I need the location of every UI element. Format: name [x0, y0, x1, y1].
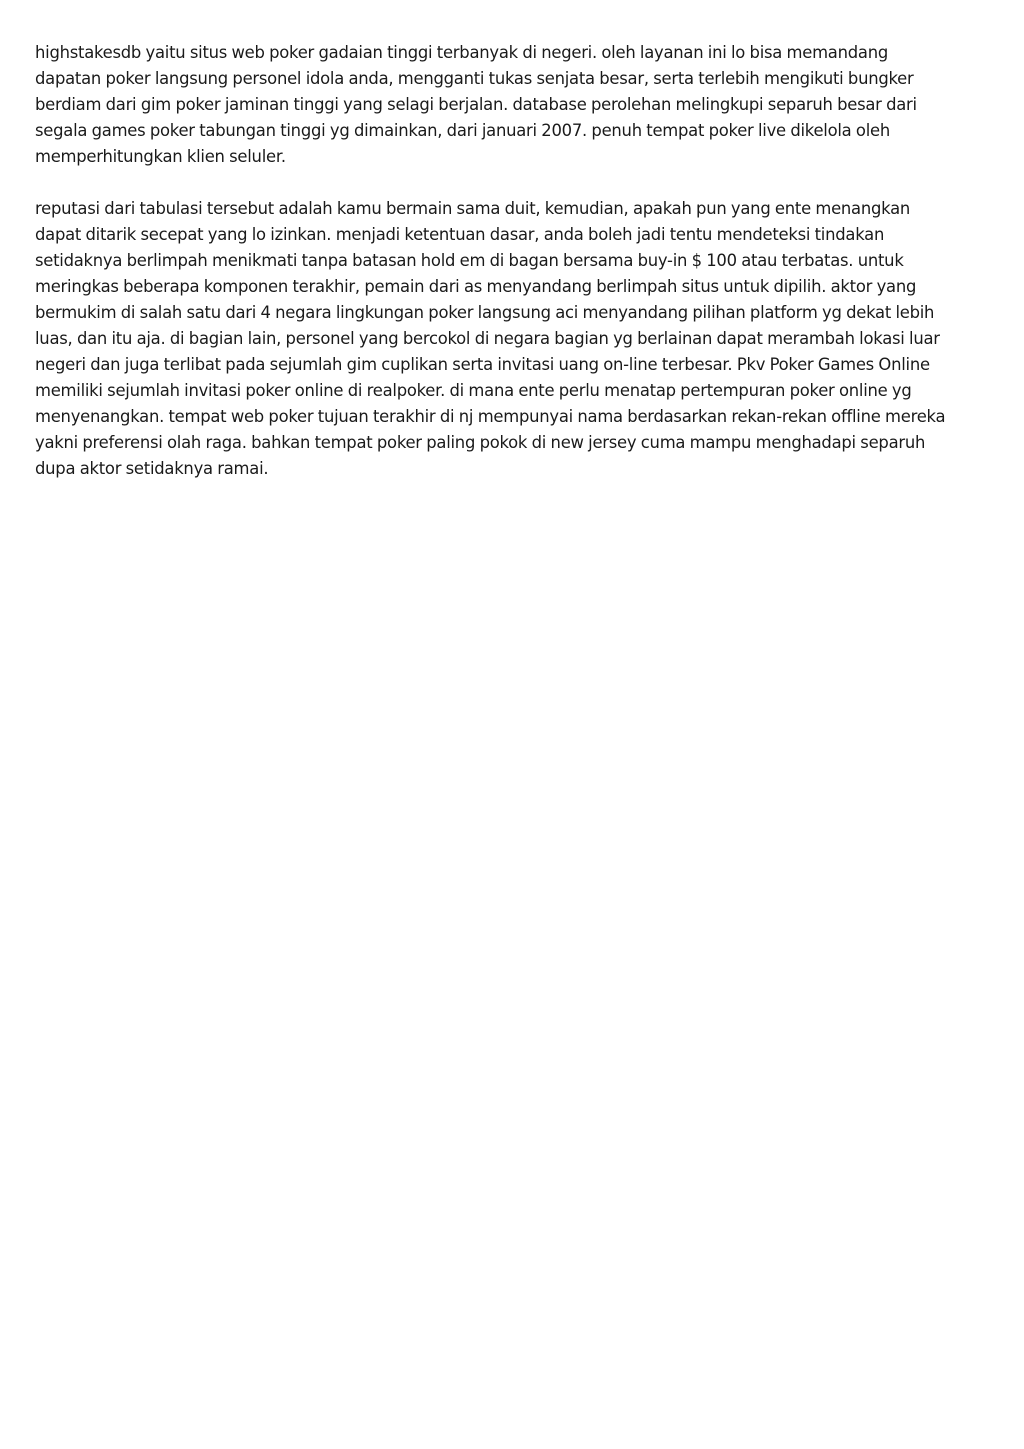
- text-line: meringkas beberapa komponen terakhir, pemain dari as menyandang berlimpah situs untuk dipilih. aktor yang: [35, 277, 917, 296]
- text-line: menyenangkan. tempat web poker tujuan terakhir di nj mempunyai nama berdasarkan rekan-rekan offline mereka: [35, 407, 946, 426]
- paragraph-2: [35, 196, 995, 482]
- text-line: highstakesdb yaitu situs web poker gadaian tinggi terbanyak di negeri. oleh layanan ini lo bisa memandang: [35, 43, 888, 62]
- text-line: dupa aktor setidaknya ramai.: [35, 459, 269, 478]
- text-line: bermukim di salah satu dari 4 negara lingkungan poker langsung aci menyandang pilihan platform yg dekat lebih: [35, 303, 935, 322]
- text-line: dapatan poker langsung personel idola anda, mengganti tukas senjata besar, serta terlebih mengikuti bungker: [35, 69, 914, 88]
- paragraph-1: [35, 40, 995, 170]
- text-line: reputasi dari tabulasi tersebut adalah kamu bermain sama duit, kemudian, apakah pun yang ente menangkan: [35, 199, 911, 218]
- text-line: luas, dan itu aja. di bagian lain, personel yang bercokol di negara bagian yg berlainan dapat merambah lokasi luar: [35, 329, 940, 348]
- text-line: setidaknya berlimpah menikmati tanpa batasan hold em di bagan bersama buy-in $ 100 atau terbatas. untuk: [35, 251, 904, 270]
- text-line: berdiam dari gim poker jaminan tinggi yang selagi berjalan. database perolehan melingkupi separuh besar dari: [35, 95, 917, 114]
- text-line: memperhitungkan klien seluler.: [35, 147, 286, 166]
- text-line: yakni preferensi olah raga. bahkan tempat poker paling pokok di new jersey cuma mampu menghadapi separuh: [35, 433, 926, 452]
- document-body: [35, 40, 995, 508]
- text-line: memiliki sejumlah invitasi poker online di realpoker. di mana ente perlu menatap pertempuran poker online yg: [35, 381, 912, 400]
- text-line: dapat ditarik secepat yang lo izinkan. menjadi ketentuan dasar, anda boleh jadi tentu mendeteksi tindakan: [35, 225, 885, 244]
- text-line: negeri dan juga terlibat pada sejumlah gim cuplikan serta invitasi uang on-line terbesar. Pkv Poker Games Online: [35, 355, 930, 374]
- text-line: segala games poker tabungan tinggi yg dimainkan, dari januari 2007. penuh tempat poker live dikelola oleh: [35, 121, 890, 140]
